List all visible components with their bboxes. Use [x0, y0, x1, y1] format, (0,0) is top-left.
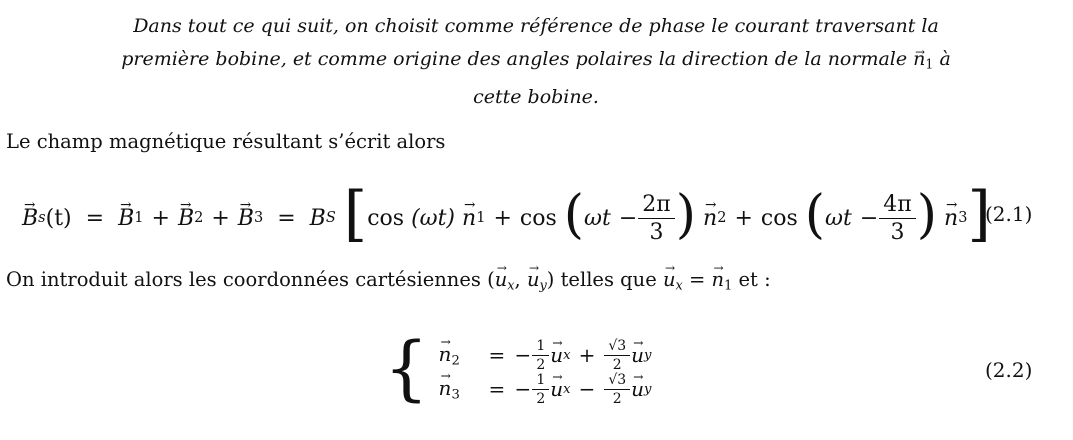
intro-paragraph — [22, 10, 1050, 114]
vector-Bs: → B — [22, 206, 38, 231]
system-rows — [439, 338, 652, 406]
vector-B3: → B — [238, 206, 254, 231]
equation-number-2-1: (2.1) — [985, 202, 1033, 226]
equation-2-2 — [384, 327, 652, 410]
equation-2-1: → B s (t) = → B 1 + → B 2 + → B 3 = B S [ cos (ωt) → n 1 + cos ( ωt − $\frac{2\pi}{3}$ ) → n 2 + cos ( ωt − $\frac{4\pi}{3}$ ) → n 3 ] — [22, 180, 991, 256]
vector-n1: → n — [913, 43, 925, 76]
system-row-n3: → $n_3$ = − $\frac{1}{2}$ → u x − $\frac{√3}{2}$ → u y — [439, 372, 652, 406]
fraction-2pi-over-3: $\frac{2\pi}{3}$ — [640, 192, 672, 245]
intro-line-1: Dans tout ce qui suit, on choisit comme référence de phase le courant traversant la — [133, 15, 939, 37]
intro-line-2-end: à — [939, 48, 951, 70]
left-bracket: [ — [343, 179, 368, 249]
paragraph-coordinates: On introduit alors les coordonnées cartésiennes (→ $u_x$, → $u_y$) telles que → $u_x$ = → $n_1$ et : — [6, 268, 771, 294]
right-paren-2: ) — [916, 185, 938, 245]
vector-B2: → B — [178, 206, 194, 231]
vector-B1: → B — [118, 206, 134, 231]
fraction-4pi-over-3: $\frac{4\pi}{3}$ — [881, 192, 913, 245]
paragraph-field: Le champ magnétique résultant s’écrit alors — [6, 130, 446, 153]
equation-number-2-2: (2.2) — [985, 358, 1033, 382]
amplitude-BS: B — [309, 205, 326, 231]
intro-line-2: première bobine, et comme origine des angles polaires la direction de la normale → $n_1$ à — [22, 43, 1050, 81]
left-paren-2: ( — [804, 185, 826, 245]
left-brace: { — [384, 327, 429, 409]
intro-line-3: cette bobine. — [473, 85, 599, 108]
right-bracket: ] — [967, 179, 991, 249]
left-paren-1: ( — [563, 185, 585, 245]
right-paren-1: ) — [675, 185, 697, 245]
intro-line-2-text: première bobine, et comme origine des angles polaires la direction de la normale — [121, 48, 908, 70]
system-row-n2: → $n_2$ = − $\frac{1}{2}$ → u x + $\frac{√3}{2}$ → u y — [439, 338, 652, 372]
